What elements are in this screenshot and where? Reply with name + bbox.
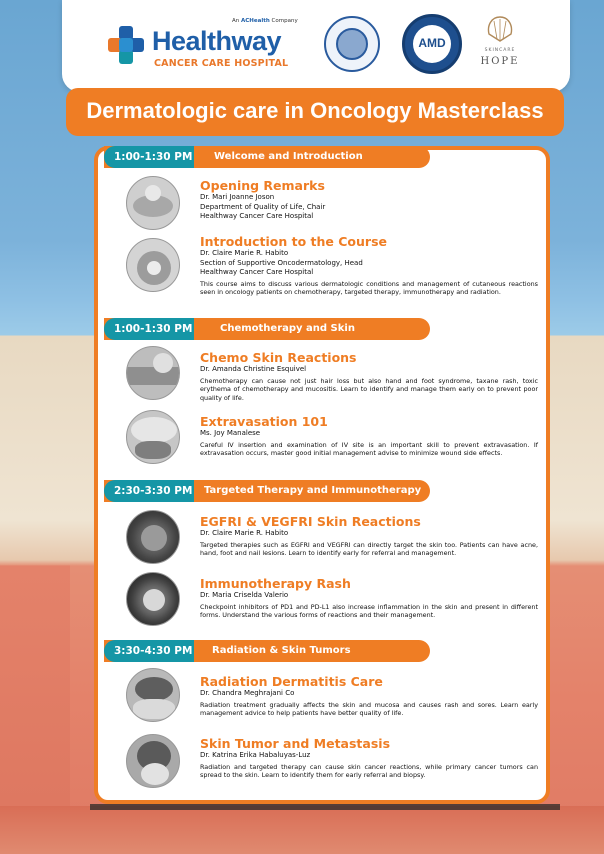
time-bar bbox=[104, 640, 430, 662]
block-label: Radiation & Skin Tumors bbox=[212, 645, 351, 656]
session-photo bbox=[126, 410, 180, 464]
time-pill: 2:30-3:30 PM bbox=[104, 480, 194, 502]
session-description: Targeted therapies such as EGFRI and VEGFRI can directly target the skin too. Patients can have acne, hand, foot and nail lesions. Learn to identify early for referral and management. bbox=[200, 540, 538, 558]
card-shadow bbox=[90, 804, 560, 810]
block-label: Welcome and Introduction bbox=[214, 151, 363, 162]
speaker-name: Dr. Mari Joanne Joson bbox=[200, 193, 275, 201]
speaker-name: Dr. Maria Criselda Valerio bbox=[200, 591, 289, 599]
block-label: Targeted Therapy and Immunotherapy bbox=[204, 485, 422, 496]
session-description: Radiation treatment gradually affects the skin and mucosa and causes rash and sores. Learn early management advice to help patients have better quality of life. bbox=[200, 700, 538, 718]
session-title: Extravasation 101 bbox=[200, 414, 328, 429]
amd-seal-text: AMD bbox=[418, 36, 446, 50]
session-description: Radiation and targeted therapy can cause skin cancer reactions, while primary cancer tumors can spread to the skin. Learn to identify them for early referral and biopsy. bbox=[200, 762, 538, 780]
speaker-name: Dr. Amanda Christine Esquivel bbox=[200, 365, 307, 373]
speaker-name: Ms. Joy Manalese bbox=[200, 429, 261, 437]
time-bar bbox=[104, 146, 430, 168]
page-title: Dermatologic care in Oncology Masterclass bbox=[86, 98, 544, 123]
time-pill: 1:00-1:30 PM bbox=[104, 146, 194, 168]
speaker-name: Dr. Claire Marie R. Habito bbox=[200, 529, 289, 537]
session-item bbox=[200, 414, 538, 458]
amd-seal-icon bbox=[402, 14, 462, 74]
healthway-logo bbox=[108, 18, 298, 76]
dermatology-seal-icon bbox=[324, 16, 380, 72]
shell-logo-icon bbox=[485, 14, 515, 44]
session-description: Careful IV insertion and examination of IV site is an important skill to prevent extravasation. If extravasation occurs, master good initial management advise to minimize wound side effects. bbox=[200, 440, 538, 458]
session-item bbox=[200, 576, 538, 620]
block-label: Chemotherapy and Skin bbox=[220, 323, 355, 334]
title-banner bbox=[66, 88, 564, 136]
session-description: Checkpoint inhibitors of PD1 and PD-L1 also increase inflammation in the skin and present in different forms. Understand the various forms of reactions and their management. bbox=[200, 602, 538, 620]
session-photo bbox=[126, 668, 180, 722]
speaker-role: Section of Supportive Oncodermatology, Head bbox=[200, 258, 363, 267]
session-photo bbox=[126, 346, 180, 400]
session-title: EGFRI & VEGFRI Skin Reactions bbox=[200, 514, 421, 529]
header-card bbox=[62, 0, 570, 92]
session-item bbox=[200, 234, 538, 297]
time-bar bbox=[104, 318, 430, 340]
session-photo bbox=[126, 176, 180, 230]
session-photo bbox=[126, 734, 180, 788]
logo-title: Healthway bbox=[152, 26, 282, 56]
healthway-mark-icon bbox=[108, 26, 144, 64]
speaker-role: Department of Quality of Life, Chair bbox=[200, 202, 326, 211]
session-title: Opening Remarks bbox=[200, 178, 325, 193]
speaker-name: Dr. Claire Marie R. Habito bbox=[200, 249, 289, 257]
session-photo bbox=[126, 572, 180, 626]
session-item bbox=[200, 674, 538, 718]
time-pill: 3:30-4:30 PM bbox=[104, 640, 194, 662]
background-wall bbox=[0, 440, 70, 854]
session-description: Chemotherapy can cause not just hair loss but also hand and foot syndrome, taxane rash, toxic erythema of chemotherapy and mucositis. Learn to identify and manage them early on to prevent poor quality of life. bbox=[200, 376, 538, 402]
session-title: Immunotherapy Rash bbox=[200, 576, 351, 591]
speaker-affiliation: Healthway Cancer Care Hospital bbox=[200, 268, 314, 276]
hope-logo-small: SKINCARE bbox=[484, 48, 516, 53]
logo-subtitle: CANCER CARE HOSPITAL bbox=[154, 58, 289, 69]
session-item bbox=[200, 350, 538, 402]
speaker-affiliation: Healthway Cancer Care Hospital bbox=[200, 212, 314, 220]
session-title: Radiation Dermatitis Care bbox=[200, 674, 383, 689]
logo-tagline: An ACHealth Company bbox=[232, 18, 298, 24]
session-title: Chemo Skin Reactions bbox=[200, 350, 357, 365]
time-pill: 1:00-1:30 PM bbox=[104, 318, 194, 340]
session-item bbox=[200, 178, 538, 222]
session-photo bbox=[126, 510, 180, 564]
background-floor bbox=[0, 806, 604, 854]
time-bar bbox=[104, 480, 430, 502]
session-title: Skin Tumor and Metastasis bbox=[200, 736, 391, 751]
session-item bbox=[200, 514, 538, 558]
hope-logo-text: HOPE bbox=[480, 56, 520, 67]
session-title: Introduction to the Course bbox=[200, 234, 387, 249]
session-description: This course aims to discuss various dermatologic conditions and management of cutaneous reactions seen in oncology patients on chemotherapy, targeted therapy, immunotherapy and radiation. bbox=[200, 279, 538, 297]
speaker-name: Dr. Chandra Meghrajani Co bbox=[200, 689, 295, 697]
speaker-name: Dr. Katrina Erika Habaluyas-Luz bbox=[200, 751, 311, 759]
session-item bbox=[200, 736, 538, 780]
session-photo bbox=[126, 238, 180, 292]
